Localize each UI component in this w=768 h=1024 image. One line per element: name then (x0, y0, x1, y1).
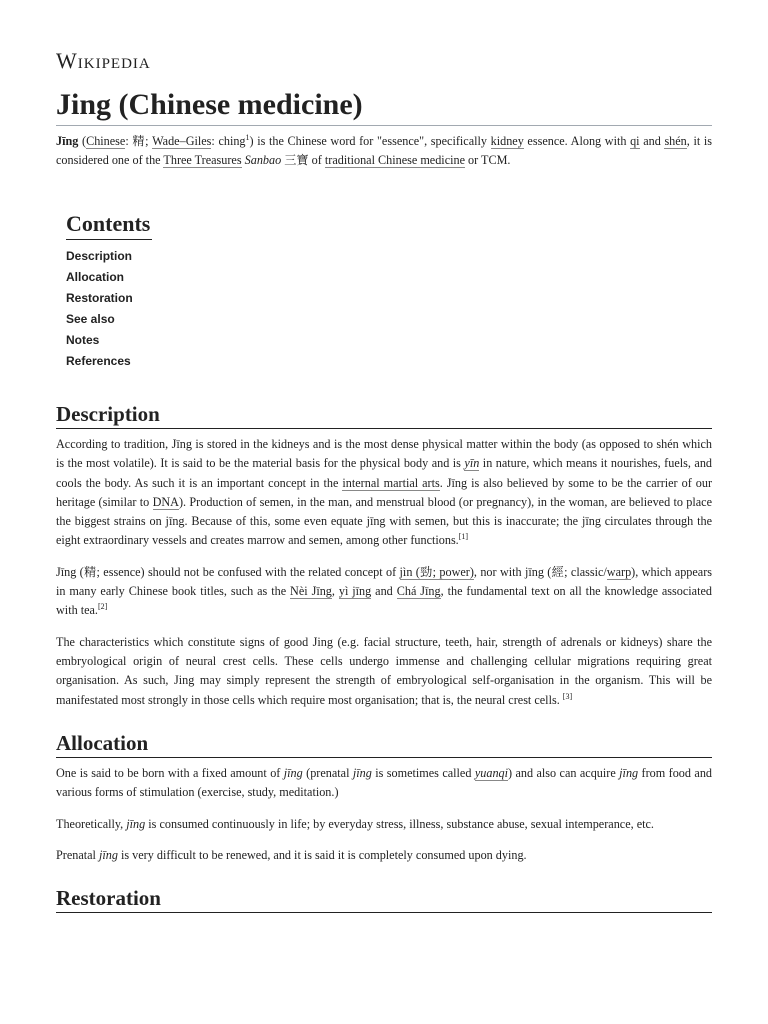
body-text: According to tradition, Jīng is stored in the kidneys and is the most dense physical matter within the body (as opposed to shén which is the most volatile). It is said to be the material basis for the physical body and is (56, 437, 712, 471)
page-title: Jing (Chinese medicine) (56, 86, 712, 126)
toc-item-description[interactable]: Description (66, 249, 133, 263)
body-text: (prenatal (302, 766, 353, 780)
italic-term: jīng (126, 816, 146, 831)
link-jin-power[interactable]: jìn (勁; power) (399, 564, 474, 579)
body-text: The characteristics which constitute signs of good Jing (e.g. facial structure, teeth, hair, strength of adrenals or kidneys) share the embryological origin of neural crest cells. These cells undergo immense and challenging cellular migrations requiring great organisation. As such, Jing may simply represent the strength of embryological self-organisation in the organism. This will be manifestated most strongly in those cells which require most organisation; that is, the neural crest cells. (56, 634, 712, 707)
section-description (56, 435, 712, 710)
toc-item-references[interactable]: References (66, 354, 131, 368)
lead-text: or TCM. (465, 153, 511, 168)
link-internal-martial-arts[interactable]: internal martial arts (342, 475, 440, 490)
description-paragraph-2 (56, 563, 712, 621)
body-text: , the fundamental text on all the knowledge associated with tea. (56, 584, 712, 618)
lead-text: , it is considered one of the (56, 134, 713, 168)
toc-title: Contents (66, 210, 152, 240)
description-paragraph-1 (56, 435, 712, 551)
link-chinese[interactable]: Chinese (86, 134, 126, 148)
italic-term: jīng (619, 766, 639, 780)
footnote-2[interactable]: [2] (97, 602, 108, 612)
body-text: One is said to be born with a fixed amount of (56, 766, 284, 780)
lead-text: ( (78, 134, 87, 148)
link-yi-jing[interactable]: yì jīng (338, 584, 372, 599)
link-yuanqi[interactable]: yuanqi (474, 766, 509, 780)
body-text: from food and various forms of stimulation (exercise, study, meditation.) (56, 766, 713, 800)
footnote-1[interactable]: [1] (458, 532, 469, 542)
body-text: is very difficult to be renewed, and it is said it is completely consumed upon dying. (117, 847, 527, 862)
lead-paragraph (56, 132, 712, 171)
lead-text: 三寶 of (281, 153, 325, 168)
link-qi[interactable]: qi (630, 134, 640, 148)
body-text: Prenatal (56, 847, 99, 862)
description-paragraph-3 (56, 633, 712, 710)
toc-item-notes[interactable]: Notes (66, 333, 100, 347)
body-text: Theoretically, (56, 816, 127, 831)
link-wade-giles[interactable]: Wade–Giles (152, 134, 212, 148)
link-kidney[interactable]: kidney (490, 134, 524, 148)
toc-item-see-also[interactable]: See also (66, 312, 115, 326)
link-tcm[interactable]: traditional Chinese medicine (324, 153, 465, 168)
link-three-treasures[interactable]: Three Treasures (163, 153, 242, 168)
link-dna[interactable]: DNA (152, 494, 179, 509)
link-shen[interactable]: shén (664, 134, 687, 148)
lead-text: ) is the Chinese word for "essence", specifically (249, 134, 491, 148)
body-text: ), which appears in many early Chinese book titles, such as the (56, 564, 713, 599)
toc-item-restoration[interactable]: Restoration (66, 291, 133, 305)
section-heading-description: Description (56, 401, 712, 429)
body-text: is consumed continuously in life; by everyday stress, illness, substance abuse, sexual intemperance, etc. (145, 816, 654, 831)
body-text: is sometimes called (371, 766, 475, 780)
body-text: and (371, 584, 397, 599)
wikipedia-wordmark[interactable]: Wikipedia (56, 48, 151, 73)
body-text: , nor with jīng (經; classic/ (473, 564, 607, 579)
allocation-paragraph-1 (56, 764, 712, 803)
body-text: , (331, 584, 339, 599)
lead-text: and (639, 134, 665, 148)
italic-term: jīng (352, 766, 372, 780)
table-of-contents (66, 210, 152, 372)
body-text: in nature, which means it nourishes, fuels, and cools the body. As such it is an important concept in the (56, 456, 713, 490)
allocation-paragraph-3 (56, 846, 712, 865)
toc-item-allocation[interactable]: Allocation (66, 270, 125, 284)
lead-term: Jīng (56, 134, 79, 148)
footnote-3[interactable]: [3] (562, 691, 573, 701)
lead-text: : ching (211, 134, 246, 148)
section-allocation (56, 764, 712, 865)
italic-term: jīng (98, 847, 118, 862)
lead-text: : 精; (125, 134, 153, 148)
footnote-mark[interactable]: 1 (245, 132, 250, 142)
link-yin[interactable]: yīn (464, 456, 480, 471)
section-heading-allocation: Allocation (56, 730, 712, 758)
body-text: ). Production of semen, in the man, and menstrual blood (or pregnancy), in the woman, are believed to place the biggest strains on jīng. Because of this, some even equate jīng with semen, but this is inaccurate; the jīng circulates through the eight extraordinary vessels and creates marrow and semen, among other functions. (56, 494, 712, 548)
section-heading-restoration: Restoration (56, 885, 712, 913)
italic-term: jīng (283, 766, 303, 780)
body-text: ) and also can acquire (508, 766, 620, 780)
lead-text: essence. Along with (523, 134, 631, 148)
link-nei-jing[interactable]: Nèi Jīng (290, 584, 332, 599)
allocation-paragraph-2 (56, 815, 712, 834)
body-text: Jīng (精; essence) should not be confused with the related concept of (56, 564, 400, 579)
body-text: . Jīng is also believed by some to be the carrier of our heritage (similar to (56, 475, 712, 509)
link-warp[interactable]: warp (606, 564, 632, 579)
lead-italic-sanbao: Sanbao (244, 153, 282, 168)
toc-list (66, 246, 152, 372)
link-cha-jing[interactable]: Chá Jīng (396, 584, 441, 599)
